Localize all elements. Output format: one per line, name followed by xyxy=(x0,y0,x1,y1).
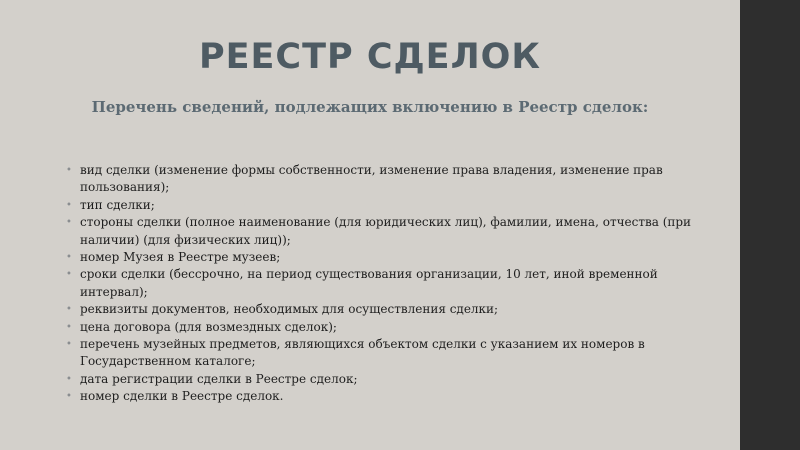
slide-title: РЕЕСТР СДЕЛОК xyxy=(198,37,542,77)
bullet-icon: • xyxy=(66,269,72,281)
list-item-text: цена договора (для возмездных сделок); xyxy=(80,319,337,334)
bullet-icon: • xyxy=(66,304,72,316)
list-item-text: реквизиты документов, необходимых для осуществления сделки; xyxy=(80,302,499,317)
bullet-icon: • xyxy=(66,165,72,176)
slide-subtitle: Перечень сведений, подлежащих включению в Реестр сделок: xyxy=(91,98,649,116)
list-item xyxy=(66,319,706,336)
list-item-text: стороны сделки (полное наименование (для юридических лиц), фамилии, имена, отчества (при наличии) (для физических лиц)); xyxy=(80,215,692,247)
list-item-text: сроки сделки (бессрочно, на период существования организации, 10 лет, иной временной интервал); xyxy=(80,267,658,299)
list-item xyxy=(66,301,706,318)
list-item-text: вид сделки (изменение формы собственности, изменение права владения, изменение прав пользования); xyxy=(80,163,663,195)
bullet-icon: • xyxy=(66,373,72,385)
list-item xyxy=(66,214,706,249)
bullet-icon: • xyxy=(66,199,72,211)
right-side-bar xyxy=(740,0,800,450)
list-item-text: номер сделки в Реестре сделок. xyxy=(80,389,284,404)
bullet-list xyxy=(66,162,706,406)
list-item xyxy=(66,388,706,405)
list-item xyxy=(66,249,706,266)
list-item-text: дата регистрации сделки в Реестре сделок; xyxy=(80,371,358,386)
bullet-icon: • xyxy=(66,252,72,264)
list-item-text: тип сделки; xyxy=(80,197,155,212)
list-item xyxy=(66,266,706,301)
bullet-icon: • xyxy=(66,217,72,229)
list-item xyxy=(66,197,706,214)
list-item xyxy=(66,371,706,388)
list-item-text: номер Музея в Реестре музеев; xyxy=(80,250,281,265)
bullet-icon: • xyxy=(66,321,72,333)
bullet-icon: • xyxy=(66,391,72,403)
list-item xyxy=(66,336,706,371)
list-item xyxy=(66,162,706,197)
bullet-icon: • xyxy=(66,339,72,351)
list-item-text: перечень музейных предметов, являющихся объектом сделки с указанием их номеров в Государственном каталоге; xyxy=(80,337,645,369)
